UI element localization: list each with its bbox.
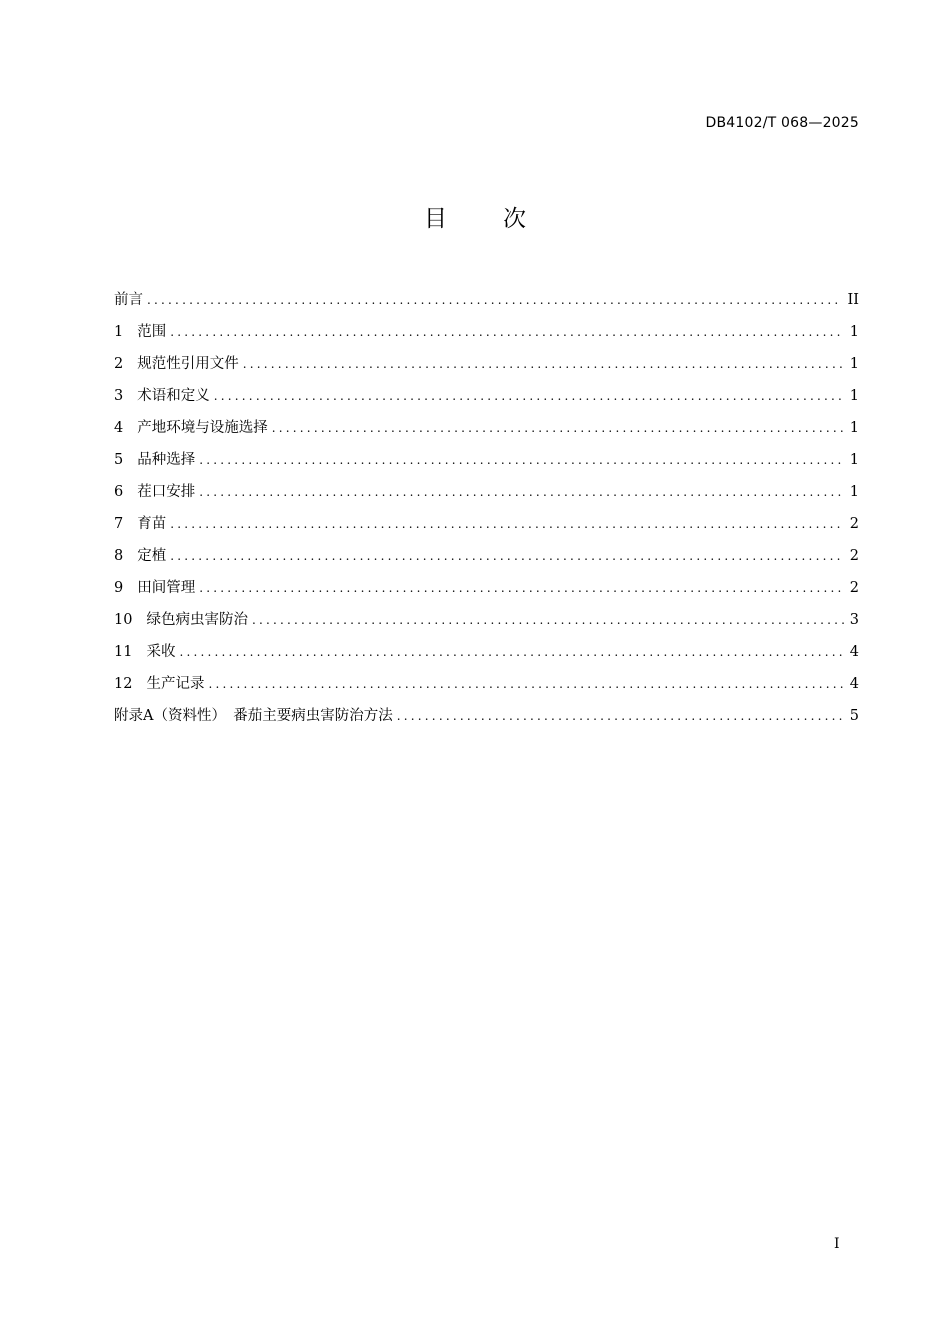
toc-entry-label: 品种选择	[137, 452, 196, 468]
toc-entry-8[interactable]	[114, 542, 859, 574]
toc-entry-page: 4	[849, 676, 859, 692]
toc-dot-leader	[199, 446, 844, 474]
toc-dot-leader	[170, 318, 844, 346]
toc-entry-number: 2	[114, 356, 124, 372]
toc-entry-page: II	[847, 292, 859, 308]
toc-dot-leader	[272, 414, 844, 442]
toc-dot-leader	[179, 638, 843, 666]
toc-entry-page: 4	[849, 644, 859, 660]
page-title: 目次	[424, 206, 582, 232]
toc-entry-9[interactable]	[114, 574, 859, 606]
toc-entry-number: 6	[114, 484, 124, 500]
toc-dot-leader	[170, 542, 844, 570]
toc-entry-page: 2	[849, 516, 859, 532]
toc-entry-label: 定植	[137, 548, 167, 564]
toc-dot-leader	[252, 606, 844, 634]
toc-entry-label: 茬口安排	[137, 484, 196, 500]
toc-entry-page: 1	[849, 452, 859, 468]
toc-entry-page: 1	[849, 484, 859, 500]
toc-entry-number: 12	[114, 676, 133, 692]
toc-entry-label: 前言	[114, 292, 143, 308]
toc-entry-4[interactable]	[114, 414, 859, 446]
toc-entry-label: 生产记录	[146, 676, 205, 692]
toc-entry-5[interactable]	[114, 446, 859, 478]
toc-dot-leader	[199, 574, 844, 602]
toc-entry-number: 1	[114, 324, 124, 340]
toc-entry-label: 育苗	[137, 516, 167, 532]
toc-entry-number: 4	[114, 420, 124, 436]
toc-entry-page: 1	[849, 388, 859, 404]
toc-dot-leader	[214, 382, 844, 410]
toc-entry-number: 3	[114, 388, 124, 404]
toc-entry-3[interactable]	[114, 382, 859, 414]
toc-dot-leader	[147, 286, 842, 314]
toc-entry-label: 绿色病虫害防治	[146, 612, 248, 628]
toc-entry-7[interactable]	[114, 510, 859, 542]
toc-entry-6[interactable]	[114, 478, 859, 510]
toc-entry-preface[interactable]	[114, 286, 859, 318]
toc-entry-1[interactable]	[114, 318, 859, 350]
toc-entry-number: 10	[114, 612, 133, 628]
toc-entry-10[interactable]	[114, 606, 859, 638]
toc-entry-label: 规范性引用文件	[137, 356, 239, 372]
toc-dot-leader	[243, 350, 844, 378]
toc-entry-page: 3	[849, 612, 859, 628]
toc-entry-label: 产地环境与设施选择	[137, 420, 268, 436]
toc-entry-2[interactable]	[114, 350, 859, 382]
toc-entry-number: 11	[114, 644, 133, 660]
toc-dot-leader	[199, 478, 844, 506]
toc-entry-page: 1	[849, 420, 859, 436]
toc-entry-page: 5	[849, 708, 859, 724]
toc-entry-number: 7	[114, 516, 124, 532]
toc-entry-12[interactable]	[114, 670, 859, 702]
toc-entry-page: 1	[849, 356, 859, 372]
toc-entry-label: 范围	[137, 324, 167, 340]
toc-entry-number: 5	[114, 452, 124, 468]
toc-entry-number: 9	[114, 580, 124, 596]
toc-entry-11[interactable]	[114, 638, 859, 670]
toc-entry-appendix-a[interactable]	[114, 702, 859, 734]
toc-entry-page: 2	[849, 580, 859, 596]
toc-dot-leader	[208, 670, 843, 698]
toc-entry-page: 1	[849, 324, 859, 340]
toc-dot-leader	[397, 702, 844, 730]
toc-entry-number: 8	[114, 548, 124, 564]
toc-entry-label: 田间管理	[137, 580, 196, 596]
page-number: I	[834, 1236, 840, 1252]
toc-entry-label: 附录A（资料性） 番茄主要病虫害防治方法	[114, 708, 393, 724]
toc-entry-label: 采收	[146, 644, 176, 660]
toc-entry-label: 术语和定义	[137, 388, 210, 404]
toc-dot-leader	[170, 510, 844, 538]
standard-code: DB4102/T 068—2025	[705, 115, 859, 131]
toc-entry-page: 2	[849, 548, 859, 564]
table-of-contents	[114, 286, 859, 734]
